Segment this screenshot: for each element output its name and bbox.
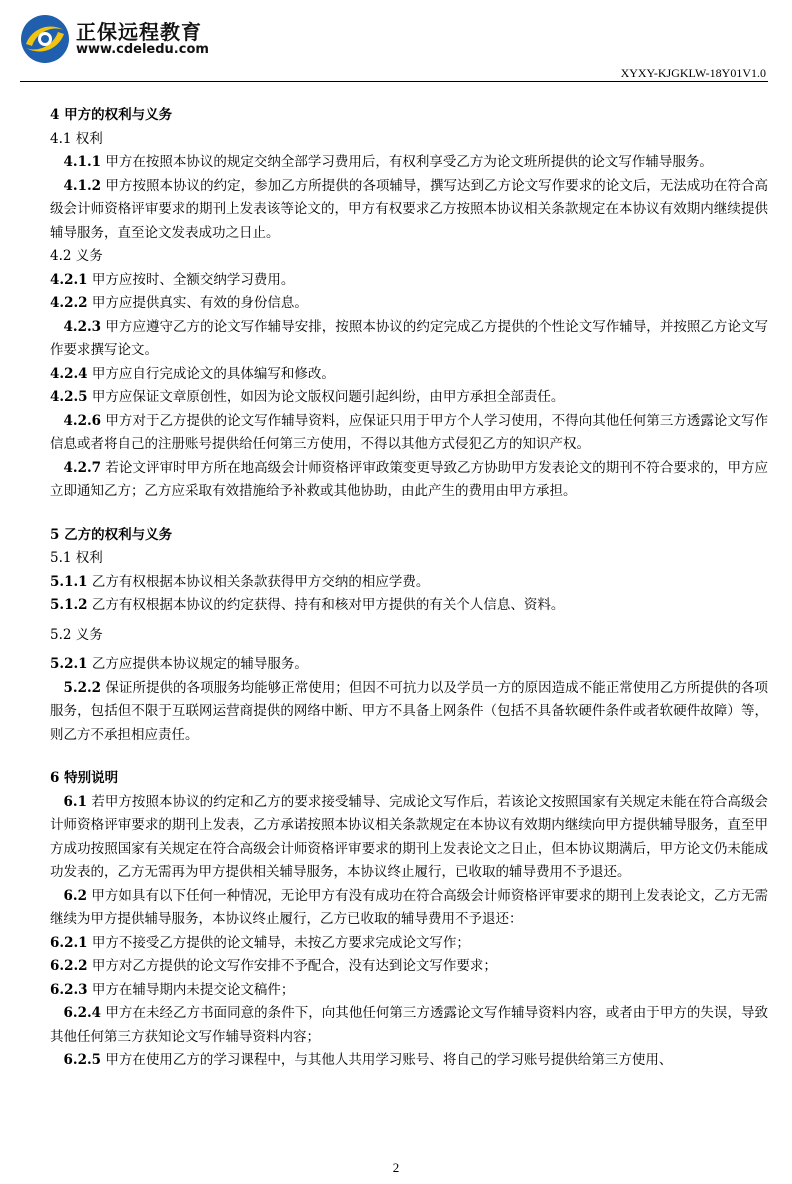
clause-6-2-1 (50, 932, 768, 956)
company-logo-icon (20, 14, 70, 64)
clause-text: 甲方应遵守乙方的论文写作辅导安排，按照本协议的约定完成乙方提供的个性论文写作辅导，并按照乙方论文写作要求撰写论文。 (50, 318, 768, 358)
clause-5-1-1 (50, 571, 768, 595)
clause-6-2-4 (50, 1002, 768, 1049)
clause-number: 4.2.5 (50, 389, 88, 405)
clause-4-2-1 (50, 269, 768, 293)
section-title-6: 6 特别说明 (50, 770, 119, 786)
clause-number: 6.2 (63, 887, 87, 904)
clause-4-1-2 (50, 175, 768, 246)
clause-4-2-2 (50, 292, 768, 316)
clause-4-2-3 (50, 316, 768, 363)
document-body (50, 104, 768, 1073)
clause-4-2-5 (50, 386, 768, 410)
subheading-5-1: 5.1 权利 (50, 550, 103, 566)
clause-text: 乙方有权根据本协议的约定获得、持有和核对甲方提供的有关个人信息、资料。 (87, 597, 565, 613)
subheading-4-1: 4.1 权利 (50, 130, 103, 147)
page-header (0, 0, 792, 82)
brand-name: 正保远程教育 (76, 20, 202, 44)
clause-text: 甲方应按时、全额交纳学习费用。 (87, 271, 295, 288)
clause-number: 6.2.2 (50, 958, 88, 974)
clause-text: 甲方不接受乙方提供的论文辅导，未按乙方要求完成论文写作； (87, 934, 470, 951)
clause-4-2-7 (50, 457, 768, 504)
clause-number: 4.2.4 (50, 365, 88, 382)
clause-number: 5.1.1 (50, 573, 88, 590)
clause-4-1-1 (50, 151, 768, 175)
clause-number: 4.1.2 (63, 177, 102, 194)
clause-text: 乙方有权根据本协议相关条款获得甲方交纳的相应学费。 (87, 573, 430, 590)
clause-number: 4.2.7 (63, 459, 102, 476)
clause-5-2-1 (50, 653, 768, 677)
clause-text: 若论文评审时甲方所在地高级会计师资格评审政策变更导致乙方协助甲方发表论文的期刊不符合要求的，甲方应立即通知乙方；乙方应采取有效措施给予补救或其他协助，由此产生的费用由甲方承担。 (50, 459, 768, 499)
clause-text: 保证所提供的各项服务均能够正常使用；但因不可抗力以及学员一方的原因造成不能正常使用乙方所提供的各项服务，包括但不限于互联网运营商提供的网络中断、甲方不具备上网条件（包括不具备软硬件条件或者软硬件故障）等，则乙方不承担相应责任。 (50, 679, 768, 743)
section-gap (50, 747, 768, 767)
clause-number: 4.1.1 (63, 154, 102, 170)
clause-4-2-4 (50, 363, 768, 387)
clause-number: 4.2.2 (50, 295, 88, 311)
clause-text: 甲方在未经乙方书面同意的条件下，向其他任何第三方透露论文写作辅导资料内容，或者由于甲方的失误，导致其他任何第三方获知论文写作辅导资料内容； (50, 1005, 768, 1045)
clause-6-2 (50, 885, 768, 932)
clause-number: 6.2.5 (63, 1052, 102, 1068)
section-title-5: 5 乙方的权利与义务 (50, 526, 173, 543)
subheading-5-2: 5.2 义务 (50, 626, 103, 643)
clause-5-2-2 (50, 677, 768, 748)
clause-text: 甲方按照本协议的约定，参加乙方所提供的各项辅导，撰写达到乙方论文写作要求的论文后，无法成功在符合高级会计师资格评审要求的期刊上发表该等论文的，甲方有权要求乙方按照本协议相关条款规定在本协议有效期内继续提供辅导服务，直至论文发表成功之日止。 (50, 177, 768, 241)
clause-6-2-2 (50, 955, 768, 979)
clause-number: 6.2.4 (63, 1005, 102, 1021)
clause-text: 甲方对于乙方提供的论文写作辅导资料，应保证只用于甲方个人学习使用，不得向其他任何第三方透露论文写作信息或者将自己的注册账号提供给任何第三方使用，不得以其他方式侵犯乙方的知识产权。 (50, 412, 768, 452)
clause-number: 6.2.1 (50, 934, 88, 951)
clause-text: 甲方在按照本协议的规定交纳全部学习费用后，有权利享受乙方为论文班所提供的论文写作辅导服务。 (101, 154, 713, 170)
clause-number: 5.2.2 (63, 679, 102, 696)
clause-text: 若甲方按照本协议的约定和乙方的要求接受辅导、完成论文写作后，若该论文按照国家有关规定未能在符合高级会计师资格评审要求的期刊上发表，乙方承诺按照本协议相关条款规定在本协议有效期内继续向甲方提供辅导服务，直至甲方成功按照国家有关规定在符合高级会计师资格评审要求的期刊上发表论文之日止，但本协议期满后，甲方论文仍未能成功发表的，乙方无需再为甲方提供相关辅导服务，本协议终止履行，已收取的辅导费用不予退还。 (50, 793, 768, 880)
clause-number: 6.2.3 (50, 981, 88, 998)
clause-5-1-2 (50, 594, 768, 618)
clause-6-1 (50, 791, 768, 885)
clause-text: 甲方在辅导期内未提交论文稿件； (87, 981, 295, 998)
clause-text: 甲方应提供真实、有效的身份信息。 (87, 295, 308, 311)
clause-text: 甲方应保证文章原创性，如因为论文版权问题引起纠纷，由甲方承担全部责任。 (87, 389, 565, 405)
clause-number: 4.2.1 (50, 271, 88, 288)
clause-4-2-6 (50, 410, 768, 457)
clause-text: 甲方应自行完成论文的具体编写和修改。 (87, 365, 335, 382)
clause-text: 乙方应提供本协议规定的辅导服务。 (87, 656, 308, 672)
clause-6-2-3 (50, 979, 768, 1003)
brand-url[interactable]: www.cdeledu.com (76, 42, 209, 57)
clause-text: 甲方在使用乙方的学习课程中，与其他人共用学习账号、将自己的学习账号提供给第三方使用、 (101, 1052, 673, 1068)
clause-number: 4.2.6 (63, 412, 102, 429)
page-number: 2 (392, 1160, 400, 1175)
clause-number: 5.2.1 (50, 656, 88, 672)
clause-number: 6.1 (63, 793, 87, 810)
clause-text: 甲方对乙方提供的论文写作安排不予配合，没有达到论文写作要求； (87, 958, 497, 974)
clause-number: 4.2.3 (63, 318, 102, 335)
clause-text: 甲方如具有以下任何一种情况，无论甲方有没有成功在符合高级会计师资格评审要求的期刊上发表论文，乙方无需继续为甲方提供辅导服务，本协议终止履行，乙方已收取的辅导费用不予退还： (50, 887, 768, 927)
subheading-4-2: 4.2 义务 (50, 248, 103, 264)
clause-6-2-5 (50, 1049, 768, 1073)
header-divider (20, 81, 768, 82)
section-title-4: 4 甲方的权利与义务 (50, 107, 173, 123)
clause-number: 5.1.2 (50, 597, 88, 613)
section-gap (50, 504, 768, 524)
document-code: XYXY-KJGKLW-18Y01V1.0 (620, 66, 766, 80)
